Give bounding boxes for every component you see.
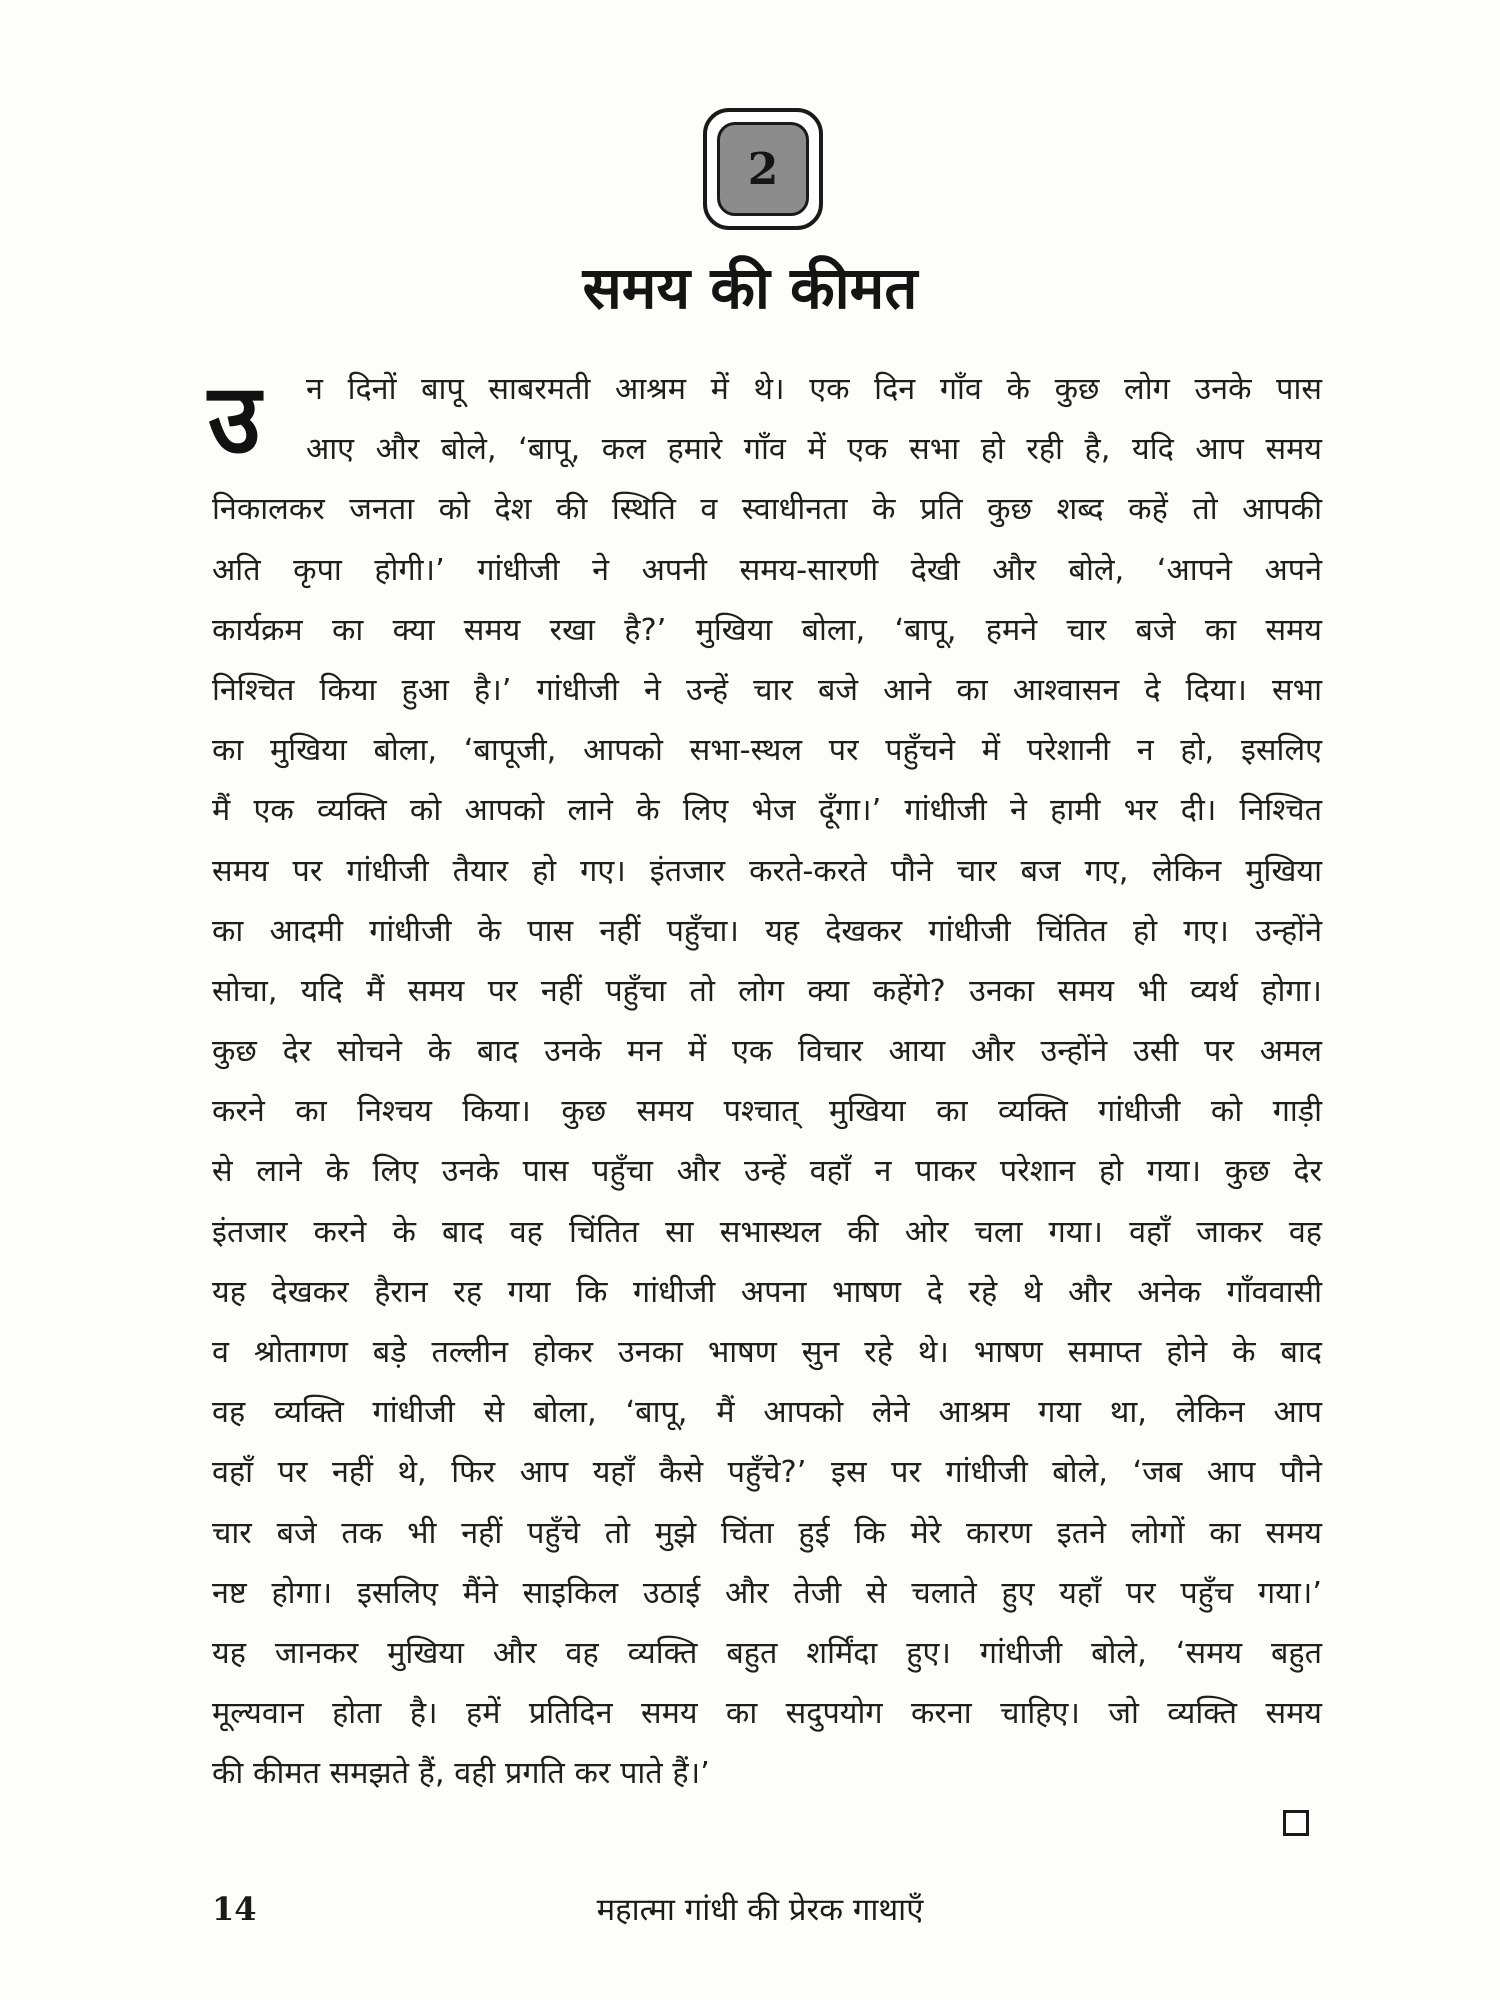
drop-cap-letter: उ [208, 363, 261, 475]
story-line: वह व्यक्ति गांधीजी से बोला, ‘बापू, मैं आपको लेने आश्रम गया था, लेकिन आप [212, 1395, 1322, 1431]
story-line: वहाँ पर नहीं थे, फिर आप यहाँ कैसे पहुँचे?’ इस पर गांधीजी बोले, ‘जब आप पौने [212, 1455, 1322, 1491]
chapter-number: 2 [717, 122, 809, 216]
story-line: चार बजे तक भी नहीं पहुँचे तो मुझे चिंता हुई कि मेरे कारण इतने लोगों का समय [212, 1515, 1322, 1551]
story-line: सोचा, यदि मैं समय पर नहीं पहुँचा तो लोग क्या कहेंगे? उनका समय भी व्यर्थ होगा। [212, 973, 1322, 1009]
story-line: की कीमत समझते हैं, वही प्रगति कर पाते हैं।’ [212, 1756, 710, 1792]
chapter-number-badge [703, 108, 823, 230]
story-line: अति कृपा होगी।’ गांधीजी ने अपनी समय-सारणी देखी और बोले, ‘आपने अपने [212, 552, 1322, 588]
story-line: इंतजार करने के बाद वह चिंतित सा सभास्थल की ओर चला गया। वहाँ जाकर वह [212, 1214, 1322, 1250]
story-line: का आदमी गांधीजी के पास नहीं पहुँचा। यह देखकर गांधीजी चिंतित हो गए। उन्होंने [212, 913, 1322, 949]
story-line: यह जानकर मुखिया और वह व्यक्ति बहुत शर्मिंदा हुए। गांधीजी बोले, ‘समय बहुत [212, 1635, 1322, 1671]
story-line: आए और बोले, ‘बापू, कल हमारे गाँव में एक सभा हो रही है, यदि आप समय [306, 432, 1322, 468]
story-line: यह देखकर हैरान रह गया कि गांधीजी अपना भाषण दे रहे थे और अनेक गाँववासी [212, 1274, 1322, 1310]
story-line: नष्ट होगा। इसलिए मैंने साइकिल उठाई और तेजी से चलाते हुए यहाँ पर पहुँच गया।’ [212, 1575, 1322, 1611]
end-of-story-square-icon [1283, 1810, 1309, 1836]
story-line: का मुखिया बोला, ‘बापूजी, आपको सभा-स्थल पर पहुँचने में परेशानी न हो, इसलिए [212, 733, 1322, 769]
chapter-title: समय की कीमत [582, 254, 918, 322]
story-line: व श्रोतागण बड़े तल्लीन होकर उनका भाषण सुन रहे थे। भाषण समाप्त होने के बाद [212, 1335, 1322, 1370]
story-line: से लाने के लिए उनके पास पहुँचा और उन्हें वहाँ न पाकर परेशान हो गया। कुछ देर [212, 1154, 1322, 1190]
story-line: कार्यक्रम का क्या समय रखा है?’ मुखिया बोला, ‘बापू, हमने चार बजे का समय [212, 612, 1322, 648]
page-number: 14 [212, 1890, 257, 1928]
story-line: करने का निश्चय किया। कुछ समय पश्चात् मुखिया का व्यक्ति गांधीजी को गाड़ी [212, 1094, 1322, 1130]
story-line: मूल्यवान होता है। हमें प्रतिदिन समय का सदुपयोग करना चाहिए। जो व्यक्ति समय [212, 1696, 1322, 1732]
story-line: निश्चित किया हुआ है।’ गांधीजी ने उन्हें चार बजे आने का आश्वासन दे दिया। सभा [212, 672, 1322, 708]
story-line: निकालकर जनता को देश की स्थिति व स्वाधीनता के प्रति कुछ शब्द कहें तो आपकी [212, 492, 1322, 528]
story-line: कुछ देर सोचने के बाद उनके मन में एक विचार आया और उन्होंने उसी पर अमल [212, 1034, 1322, 1070]
story-line: न दिनों बापू साबरमती आश्रम में थे। एक दिन गाँव के कुछ लोग उनके पास [306, 372, 1322, 407]
story-line: मैं एक व्यक्ति को आपको लाने के लिए भेज दूँगा।’ गांधीजी ने हामी भर दी। निश्चित [212, 793, 1322, 829]
book-title-footer: महात्मा गांधी की प्रेरक गाथाएँ [596, 1892, 924, 1928]
story-text [208, 360, 1322, 1805]
story-line: समय पर गांधीजी तैयार हो गए। इंतजार करते-करते पौने चार बज गए, लेकिन मुखिया [212, 853, 1322, 889]
